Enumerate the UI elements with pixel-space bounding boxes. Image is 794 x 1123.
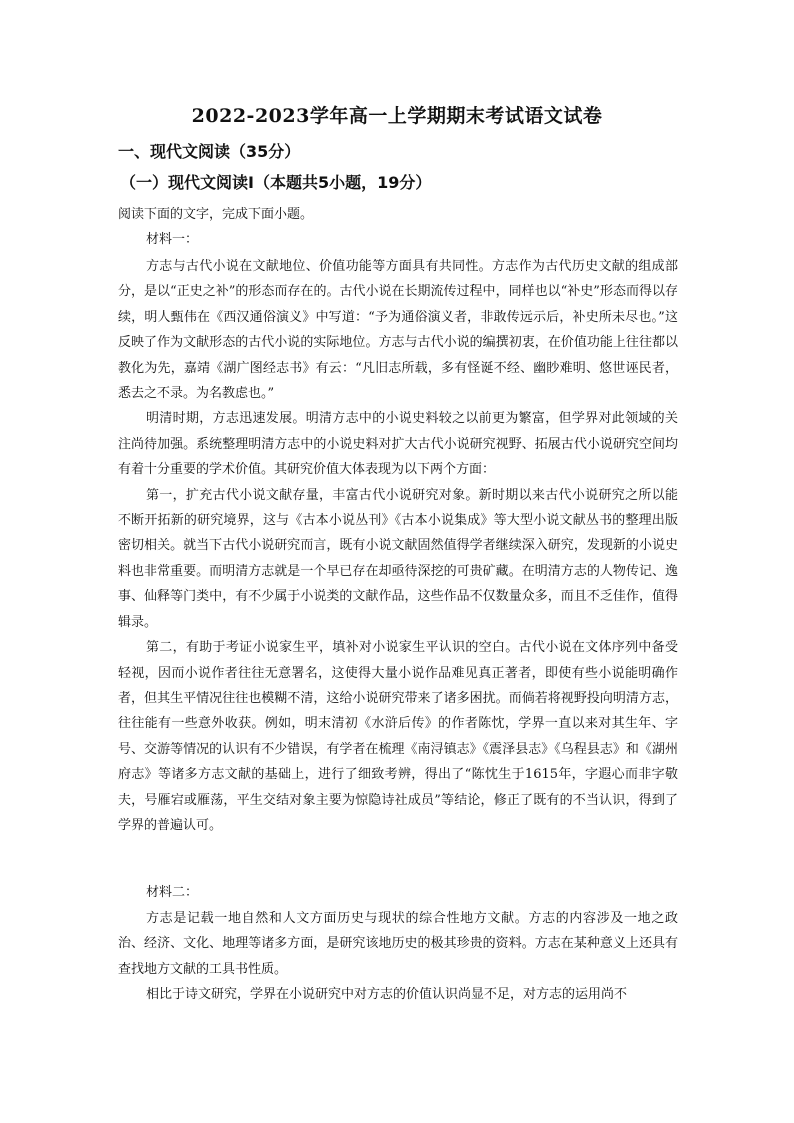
material-one-paragraph-1: 方志与古代小说在文献地位、价值功能等方面具有共同性。方志作为古代历史文献的组成部分，是以“正史之补”的形态而存在的。古代小说在长期流传过程中，同样也以“补史”形态而得以存续，明人甄伟在《西汉通俗演义》中写道：“予为通俗演义者，非敢传远示后，补史所未尽也。”这反映了作为文献形态的古代小说的实际地位。方志与古代小说的编撰初衷，在价值功能上往往都以教化为先，嘉靖《湖广图经志书》有云：“凡旧志所载，多有怪诞不经、幽眇难明、悠世诬民者，悉去之不录。为名教虑也。” [118, 259, 678, 402]
sub-heading: （一）现代文阅读Ⅰ（本题共5小题，19分） [120, 173, 432, 192]
exam-title: 2022-2023学年高一上学期期末考试语文试卷 [191, 105, 603, 127]
material-two-paragraph-1: 方志是记载一地自然和人文方面历史与现状的综合性地方文献。方志的内容涉及一地之政治、经济、文化、地理等诸多方面，是研究该地历史的极其珍贵的资料。方志在某种意义上还具有查找地方文献的工具书性质。 [118, 911, 678, 977]
reading-instruction: 阅读下面的文字，完成下面小题。 [118, 207, 314, 222]
material-one-label: 材料一： [146, 232, 199, 247]
material-two-text [118, 906, 678, 1008]
section-heading: 一、现代文阅读（35分） [118, 142, 301, 161]
material-one-paragraph-3: 第一，扩充古代小说文献存量，丰富古代小说研究对象。新时期以来古代小说研究之所以能不断开拓新的研究境界，这与《古本小说丛刊》《古本小说集成》等大型小说文献丛书的整理出版密切相关。就当下古代小说研究而言，既有小说文献固然值得学者继续深入研究，发现新的小说史料也非常重要。而明清方志就是一个早已存在却亟待深挖的可贵矿藏。在明清方志的人物传记、逸事、仙释等门类中，有不少属于小说类的文献作品，这些作品不仅数量众多，而且不乏佳作，值得辑录。 [118, 487, 678, 630]
material-one-paragraph-2: 明清时期，方志迅速发展。明清方志中的小说史料较之以前更为繁富，但学界对此领域的关注尚待加强。系统整理明清方志中的小说史料对扩大古代小说研究视野、拓展古代小说研究空间均有着十分重要的学术价值。其研究价值大体表现为以下两个方面： [118, 411, 678, 478]
material-one-text [118, 254, 678, 838]
material-two-paragraph-2: 相比于诗文研究，学界在小说研究中对方志的价值认识尚显不足，对方志的运用尚不 [146, 987, 628, 1003]
material-two-label: 材料二： [146, 885, 199, 900]
material-one-paragraph-4: 第二，有助于考证小说家生平，填补对小说家生平认识的空白。古代小说在文体序列中备受轻视，因而小说作者往往无意署名，这使得大量小说作品难见真正著者，即使有些小说能明确作者，但其生平情况往往也模糊不清，这给小说研究带来了诸多困扰。而倘若将视野投向明清方志，往往能有一些意外收获。例如，明末清初《水浒后传》的作者陈忱，学界一直以来对其生年、字号、交游等情况的认识有不少错误，有学者在梳理《南浔镇志》《震泽县志》《乌程县志》和《湖州府志》等诸多方志文献的基础上，进行了细致考辨，得出了“陈忱生于1615年，字遐心而非字敬夫，号雁宕或雁荡，平生交结对象主要为惊隐诗社成员”等结论，修正了既有的不当认识，得到了学界的普遍认可。 [118, 640, 678, 833]
